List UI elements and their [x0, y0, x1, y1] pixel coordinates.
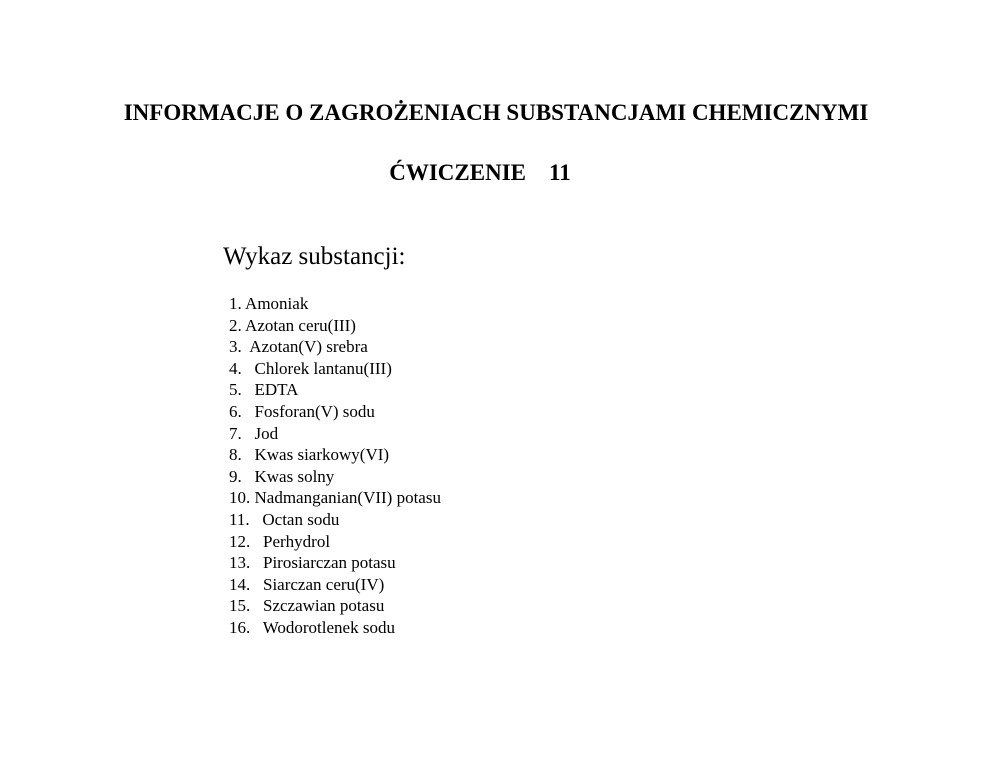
document-title: INFORMACJE O ZAGROŻENIACH SUBSTANCJAMI CHEMICZNYMI — [123, 100, 869, 125]
list-item: 7. Jod — [229, 423, 279, 443]
substance-list — [229, 293, 441, 639]
substance-list-heading: Wykaz substancji: — [223, 243, 406, 270]
list-item: 14. Siarczan ceru(IV) — [229, 574, 385, 594]
list-item: 16. Wodorotlenek sodu — [229, 617, 395, 637]
exercise-heading: ĆWICZENIE 11 — [389, 160, 571, 185]
list-item: 11. Octan sodu — [229, 509, 340, 529]
list-item: 2. Azotan ceru(III) — [229, 315, 356, 335]
list-item: 9. Kwas solny — [229, 466, 335, 486]
list-item: 5. EDTA — [229, 380, 299, 400]
list-item: 3. Azotan(V) srebra — [229, 337, 368, 357]
list-item: 6. Fosforan(V) sodu — [229, 401, 375, 421]
list-item: 1. Amoniak — [229, 294, 309, 313]
list-item: 8. Kwas siarkowy(VI) — [229, 445, 390, 465]
list-item: 13. Pirosiarczan potasu — [229, 553, 396, 573]
list-item: 4. Chlorek lantanu(III) — [229, 358, 392, 378]
list-item: 15. Szczawian potasu — [229, 596, 385, 616]
list-item: 12. Perhydrol — [229, 531, 331, 551]
list-item: 10. Nadmanganian(VII) potasu — [229, 488, 441, 508]
